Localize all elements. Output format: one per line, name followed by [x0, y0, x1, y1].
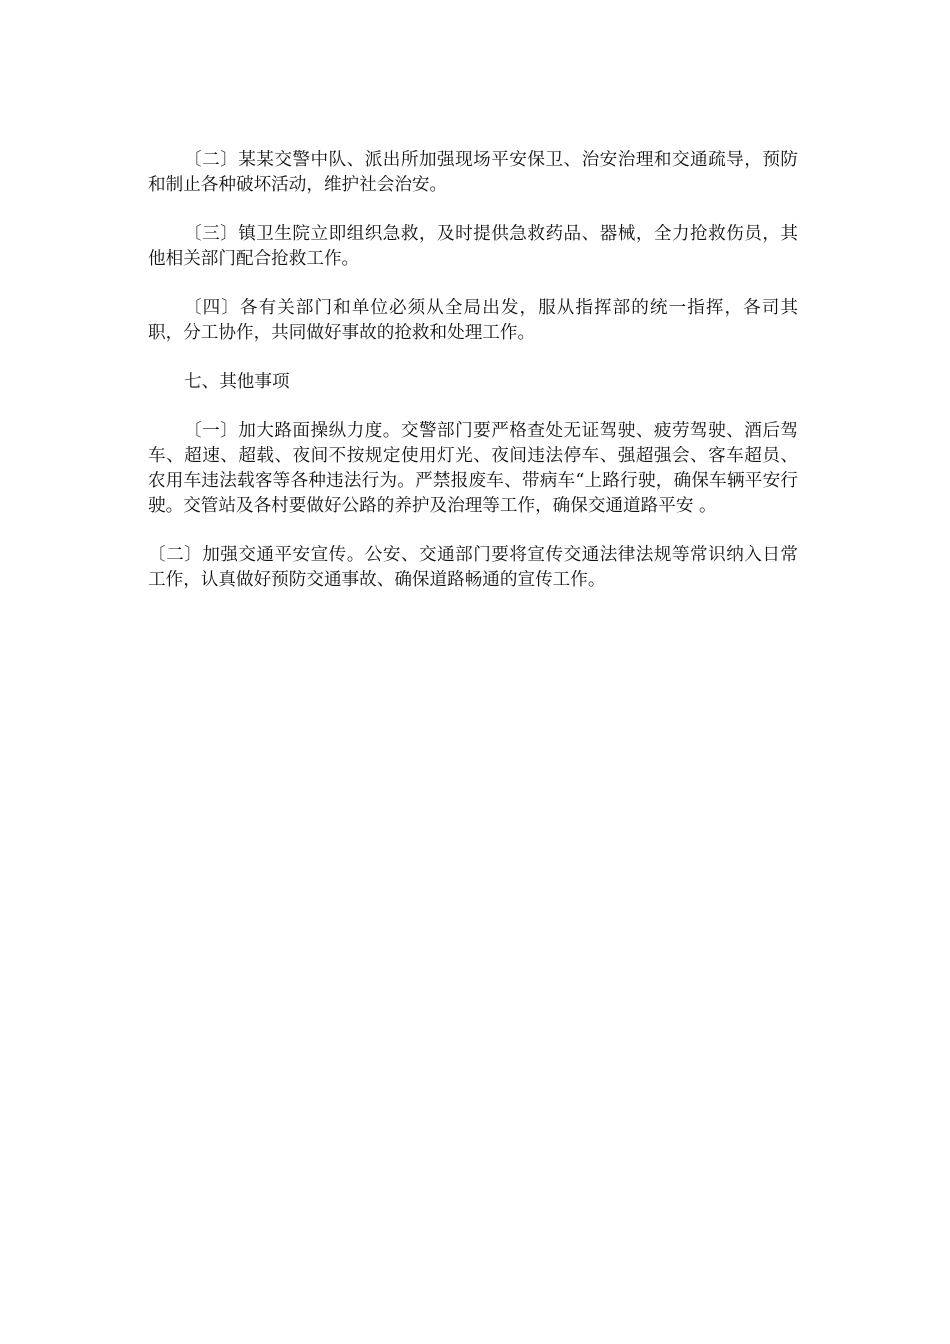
- paragraph-item-4: 〔四〕各有关部门和单位必须从全局出发，服从指挥部的统一指挥，各司其职，分工协作，共同做好事故的抢救和处理工作。: [148, 298, 798, 343]
- paragraph-road-control: 〔一〕加大路面操纵力度。交警部门要严格查处无证驾驶、疲劳驾驶、酒后驾车、超速、超载、夜间不按规定使用灯光、夜间违法停车、强超强会、客车超员、农用车违法载客等各种违法行为。严禁报废车、带病车“上路行驶，确保车辆平安行驶。交管站及各村要做好公路的养护及治理等工作，确保交通道路平安 。: [148, 421, 798, 516]
- section-heading-other-matters: 七、其他事项: [184, 372, 290, 392]
- paragraph-safety-publicity: 〔二〕加强交通平安宣传。公安、交通部门要将宣传交通法律法规等常识纳入日常工作，认真做好预防交通事故、确保道路畅通的宣传工作。: [148, 545, 798, 590]
- paragraph-item-2: 〔二〕某某交警中队、派出所加强现场平安保卫、治安治理和交通疏导，预防和制止各种破坏活动，维护社会治安。: [148, 150, 798, 195]
- document-body: [148, 148, 798, 617]
- paragraph-item-3: 〔三〕镇卫生院立即组织急救，及时提供急救药品、器械，全力抢救伤员，其他相关部门配合抢救工作。: [148, 224, 798, 269]
